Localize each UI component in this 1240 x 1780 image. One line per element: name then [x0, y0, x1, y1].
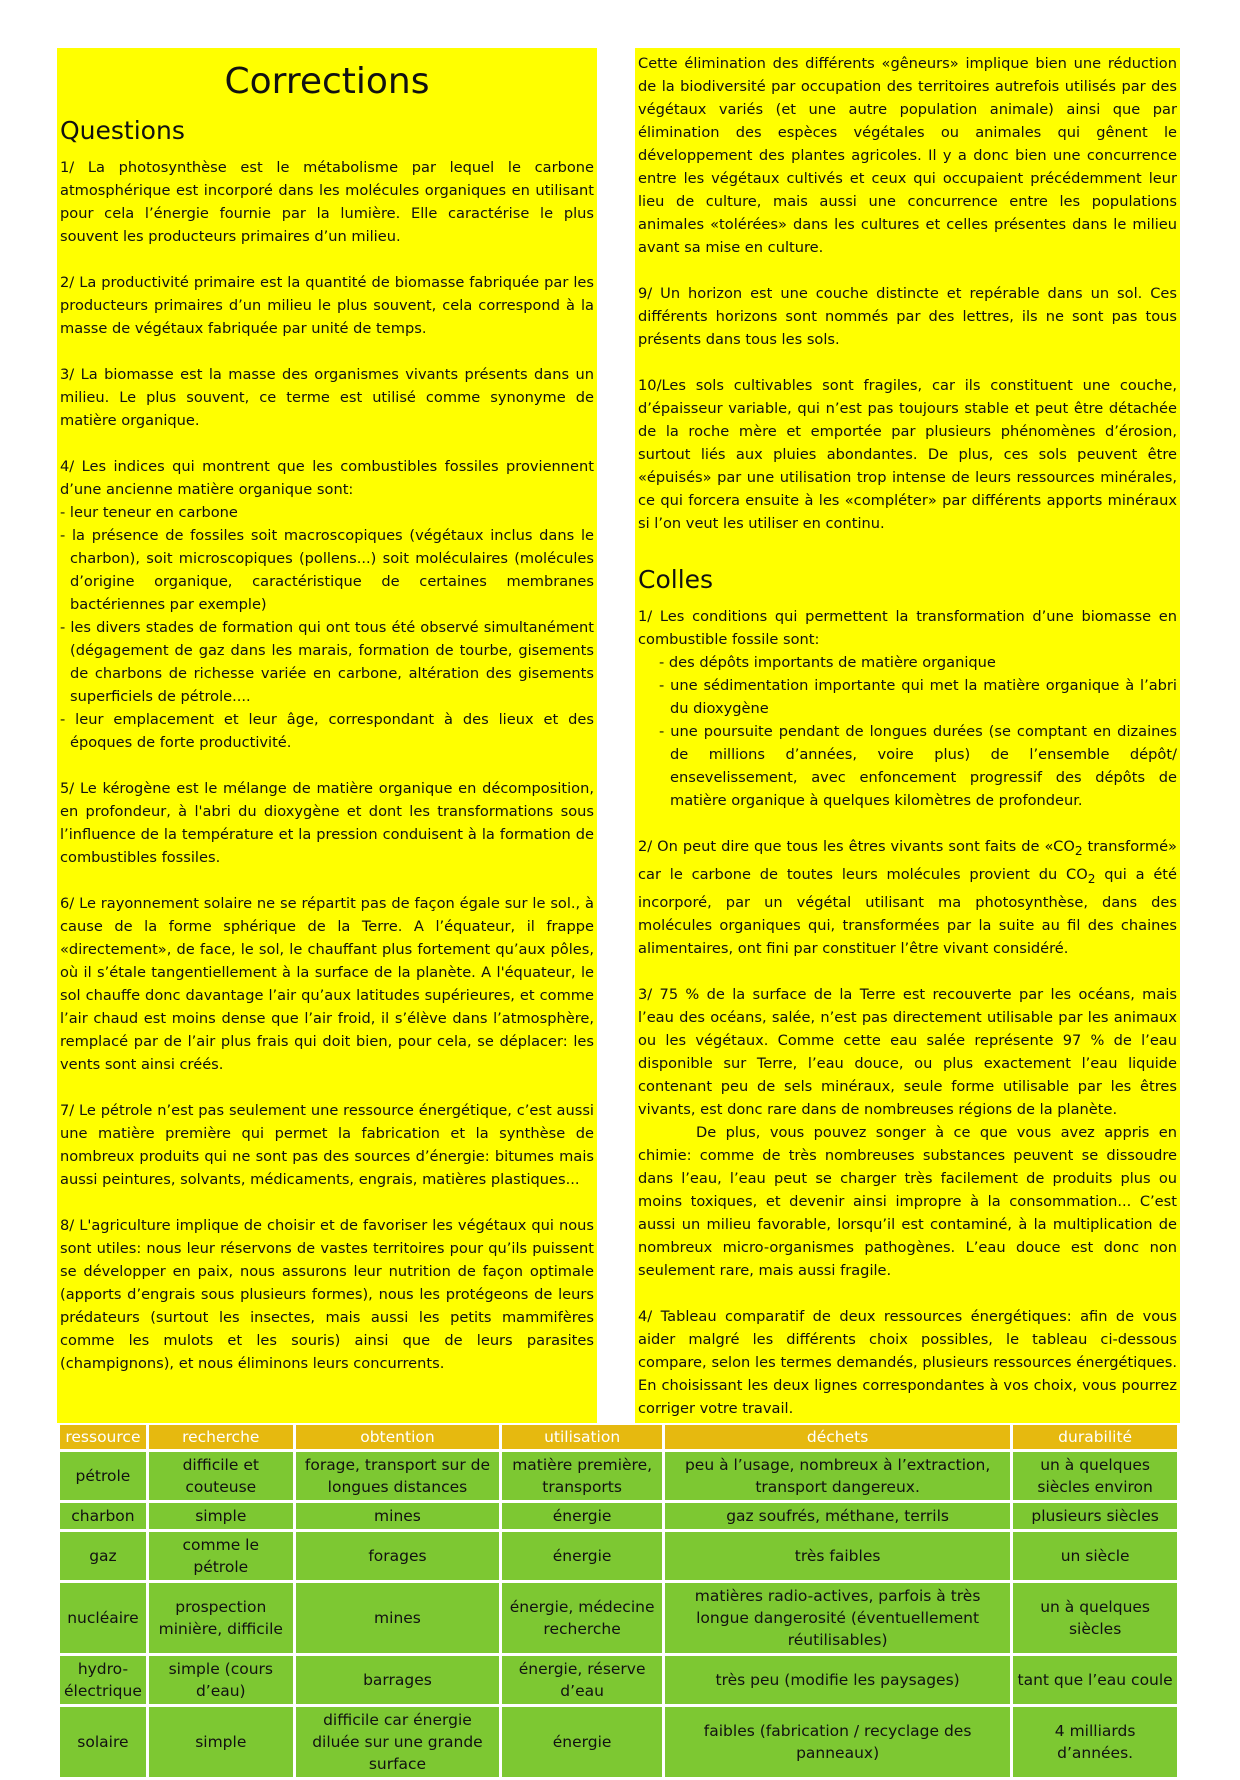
table-cell: gaz soufrés, méthane, terrils	[665, 1503, 1010, 1529]
table-cell: difficile et couteuse	[149, 1452, 293, 1500]
table-cell: 4 milliards d’années.	[1013, 1707, 1177, 1777]
table-cell: simple	[149, 1503, 293, 1529]
list-item: - une poursuite pendant de longues durées (se comptant en dizaines de millions d’années, voire plus) de l’ensemble dépôt/ ensevelissement, avec enfoncement progressif des dépôts de matière organique à quelques kilomètres de profondeur.	[659, 723, 1177, 809]
column-header: utilisation	[502, 1425, 662, 1449]
table-row	[60, 1452, 1177, 1500]
question-10: 10/Les sols cultivables sont fragiles, car ils constituent une couche, d’épaisseur variable, qui n’est pas toujours stable et peut être détachée de la roche mère et emportée par plusieurs phénomènes d’érosion, surtout liés aux pluies abondantes. De plus, ces sols peuvent être «épuisés» par une utilisation trop intense de leurs ressources minérales, ce qui forcera ensuite à les «compléter» par différents apports minéraux si l’on veut les utiliser en continu.	[638, 377, 1177, 532]
table-cell: prospection minière, difficile	[149, 1583, 293, 1653]
question-8-continued: Cette élimination des différents «gêneurs» implique bien une réduction de la biodiversité par occupation des territoires autrefois utilisés par des végétaux variés (et une autre population animale) ainsi que par élimination des espèces végétales ou animales qui gênent le développement des plantes agricoles. Il y a donc bien une concurrence entre les végétaux cultivés et ceux qui occupaient précédemment leur lieu de culture, mais aussi une concurrence entre les populations animales «tolérées» dans les cultures et celles présentes dans le milieu avant sa mise en culture.	[638, 55, 1177, 256]
question-4-intro: 4/ Les indices qui montrent que les combustibles fossiles proviennent d’une ancienne matière organique sont:	[60, 458, 594, 498]
list-item: - leur emplacement et leur âge, correspondant à des lieux et des époques de forte productivité.	[60, 711, 594, 751]
column-header: déchets	[665, 1425, 1010, 1449]
table-cell: nucléaire	[60, 1583, 146, 1653]
table-row	[60, 1656, 1177, 1704]
colle-1-intro: 1/ Les conditions qui permettent la transformation d’une biomasse en combustible fossile sont:	[638, 608, 1177, 648]
colle-3-part-2: De plus, vous pouvez songer à ce que vous avez appris en chimie: comme de très nombreuses substances peuvent se dissoudre dans l’eau, l’eau peut se charger très facilement de produits plus ou moins toxiques, et devenir ainsi impropre à la consommation... C’est aussi un milieu favorable, lorsqu’il est contaminé, à la multiplication de nombreux micro-organismes pathogènes. L’eau douce est donc non seulement rare, mais aussi fragile.	[638, 1123, 1177, 1279]
table-cell: énergie	[502, 1707, 662, 1777]
colle-4: 4/ Tableau comparatif de deux ressources énergétiques: afin de vous aider malgré les différents choix possibles, le tableau ci-dessous compare, selon les termes demandés, plusieurs ressources énergétiques. En choisissant les deux lignes correspondantes à vos choix, vous pourrez corriger votre travail.	[638, 1307, 1177, 1417]
table-cell: difficile car énergie diluée sur une grande surface	[296, 1707, 500, 1777]
table-row	[60, 1707, 1177, 1777]
table-cell: un à quelques siècles	[1013, 1583, 1177, 1653]
colles-heading: Colles	[638, 565, 714, 594]
question-1: 1/ La photosynthèse est le métabolisme par lequel le carbone atmosphérique est incorporé dans les molécules organiques en utilisant pour cela l’énergie fournie par la lumière. Elle caractérise le plus souvent les producteurs primaires d’un milieu.	[60, 159, 594, 245]
column-header: ressource	[60, 1425, 146, 1449]
table-cell: simple	[149, 1707, 293, 1777]
table-cell: mines	[296, 1583, 500, 1653]
column-header: durabilité	[1013, 1425, 1177, 1449]
page-title: Corrections	[224, 61, 430, 102]
table-cell: hydro-électrique	[60, 1656, 146, 1704]
table-cell: un siècle	[1013, 1532, 1177, 1580]
question-8: 8/ L'agriculture implique de choisir et de favoriser les végétaux qui nous sont utiles: nous leur réservons de vastes territoires pour qu’ils puissent se développer en paix, nous assurons leur nutrition de façon optimale (apports d’engrais sous plusieurs formes), nous les protégeons de leurs prédateurs (surtout les insectes, mais aussi les petits mammifères comme les mulots et les souris) ainsi que de leurs parasites (champignons), et nous éliminons leurs concurrents.	[60, 1217, 594, 1372]
table-cell: matières radio-actives, parfois à très longue dangerosité (éventuellement réutilisables)	[665, 1583, 1010, 1653]
table-cell: matière première, transports	[502, 1452, 662, 1500]
table-cell: solaire	[60, 1707, 146, 1777]
question-3: 3/ La biomasse est la masse des organismes vivants présents dans un milieu. Le plus souvent, ce terme est utilisé comme synonyme de matière organique.	[60, 366, 594, 429]
table-cell: peu à l’usage, nombreux à l’extraction, transport dangereux.	[665, 1452, 1010, 1500]
table-cell: plusieurs siècles	[1013, 1503, 1177, 1529]
list-item: - une sédimentation importante qui met la matière organique à l’abri du dioxygène	[659, 677, 1177, 717]
table-cell: pétrole	[60, 1452, 146, 1500]
table-row	[60, 1532, 1177, 1580]
table-cell: énergie, réserve d’eau	[502, 1656, 662, 1704]
table-cell: gaz	[60, 1532, 146, 1580]
table-cell: comme le pétrole	[149, 1532, 293, 1580]
left-column	[57, 48, 597, 1423]
table-row	[60, 1583, 1177, 1653]
question-4-list	[60, 501, 594, 754]
list-item: - des dépôts importants de matière organique	[659, 654, 996, 671]
question-5: 5/ Le kérogène est le mélange de matière organique en décomposition, en profondeur, à l'abri du dioxygène et dont les transformations sous l’influence de la température et la pression conduisent à la formation de combustibles fossiles.	[60, 780, 594, 866]
table-cell: très peu (modifie les paysages)	[665, 1656, 1010, 1704]
question-7: 7/ Le pétrole n’est pas seulement une ressource énergétique, c’est aussi une matière première qui permet la fabrication et la synthèse de nombreux produits qui ne sont pas des sources d’énergie: bitumes mais aussi peintures, solvants, médicaments, engrais, matières plastiques...	[60, 1102, 594, 1188]
table-row	[60, 1503, 1177, 1529]
table-cell: barrages	[296, 1656, 500, 1704]
table-cell: forage, transport sur de longues distances	[296, 1452, 500, 1500]
list-item: - la présence de fossiles soit macroscopiques (végétaux inclus dans le charbon), soit microscopiques (pollens...) soit moléculaires (molécules d’origine organique, caractéristique de certaines membranes bactériennes par exemple)	[60, 527, 594, 613]
column-header: recherche	[149, 1425, 293, 1449]
table-cell: charbon	[60, 1503, 146, 1529]
questions-heading: Questions	[60, 116, 185, 145]
table-cell: mines	[296, 1503, 500, 1529]
right-column	[635, 48, 1180, 1423]
table-cell: énergie, médecine recherche	[502, 1583, 662, 1653]
column-header: obtention	[296, 1425, 500, 1449]
question-6: 6/ Le rayonnement solaire ne se répartit pas de façon égale sur le sol., à cause de la forme sphérique de la Terre. A l’équateur, il frappe «directement», de face, le sol, le chauffant plus fortement qu’aux pôles, où il s’étale tangentiellement à la surface de la planète. A l'équateur, le sol chauffe donc davantage l’air qu’aux latitudes supérieures, et comme l’air chaud est moins dense que l’air froid, il s’élève dans l’atmosphère, remplacé par de l’air plus frais qui doit bien, pour cela, se déplacer: les vents sont ainsi créés.	[60, 895, 594, 1073]
table-cell: forages	[296, 1532, 500, 1580]
energy-comparison-table	[57, 1422, 1180, 1780]
list-item: - leur teneur en carbone	[60, 504, 238, 521]
table-cell: très faibles	[665, 1532, 1010, 1580]
table-header-row	[60, 1425, 1177, 1449]
table-cell: énergie	[502, 1503, 662, 1529]
table-cell: énergie	[502, 1532, 662, 1580]
table-cell: faibles (fabrication / recyclage des panneaux)	[665, 1707, 1010, 1777]
list-item: - les divers stades de formation qui ont tous été observé simultanément (dégagement de gaz dans les marais, formation de tourbe, gisements de charbons de richesse variée en carbone, altération des gisements superficiels de pétrole....	[60, 619, 594, 705]
table-cell: tant que l’eau coule	[1013, 1656, 1177, 1704]
table-cell: simple (cours d’eau)	[149, 1656, 293, 1704]
question-9: 9/ Un horizon est une couche distincte et repérable dans un sol. Ces différents horizons sont nommés par des lettres, ils ne sont pas tous présents dans tous les sols.	[638, 285, 1177, 348]
colle-3-part-1: 3/ 75 % de la surface de la Terre est recouverte par les océans, mais l’eau des océans, salée, n’est pas directement utilisable par les animaux ou les végétaux. Comme cette eau salée représente 97 % de l’eau disponible sur Terre, l’eau douce, ou plus exactement l’eau liquide contenant peu de sels minéraux, seule forme utilisable par les êtres vivants, est donc rare dans de nombreuses régions de la planète.	[638, 985, 1177, 1118]
colle-1-list	[638, 651, 1177, 812]
question-2: 2/ La productivité primaire est la quantité de biomasse fabriquée par les producteurs primaires d’un milieu le plus souvent, cela correspond à la masse de végétaux fabriquée par unité de temps.	[60, 274, 594, 337]
colle-2: 2/ On peut dire que tous les êtres vivants sont faits de «$CO_2$ transformé» car le carbone de toutes leurs molécules provient du $CO_2$ qui a été incorporé, par un végétal utilisant ma photosynthèse, dans des molécules organiques qui, transformées par la suite au fil des chaines alimentaires, ont fini par constituer l’être vivant considéré.	[638, 838, 1178, 957]
table-cell: un à quelques siècles environ	[1013, 1452, 1177, 1500]
